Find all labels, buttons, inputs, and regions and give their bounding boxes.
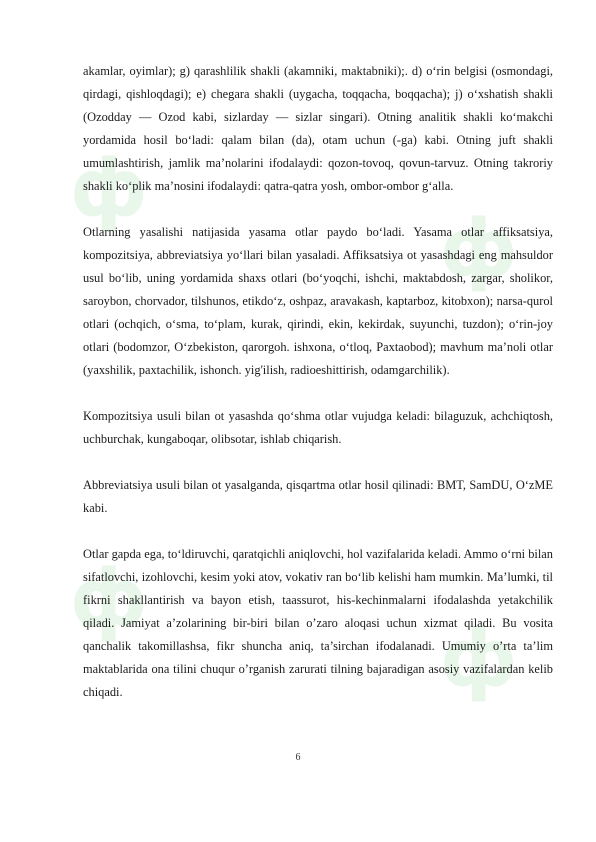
page-number: 6 [295,752,301,763]
document-page [83,60,553,704]
paragraph-composition: Kompozitsiya usuli bilan ot yasashda qo‘shma otlar vujudga keladi: bilaguzuk, achchiqtosh, uchburchak, kungaboqar, olibsotar, ishlab chiqarish. [83,409,553,446]
paragraph-spacer [83,382,553,405]
paragraph-spacer [83,520,553,543]
paragraph-spacer [83,451,553,474]
paragraph-noun-derivation: Otlarning yasalishi natijasida yasama otlar paydo bo‘ladi. Yasama otlar affiksatsiya, kompozitsiya, abbreviatsiya yo‘llari bilan yasaladi. Affiksatsiya ot yasashdagi eng mahsuldor usul bo‘lib, uning yordamida shaxs otlari (bo‘yoqchi, ishchi, maktabdosh, zargar, sholikor, saroybon, chorvador, tilshunos, etikdo‘z, oshpaz, aravakash, kaptarboz, kitobxon); narsa-qurol otlari (ochqich, o‘sma, to‘plam, kurak, qirindi, ekin, kekirdak, suyunchi, tuzdon); o‘rin-joy otlari (bodomzor, O‘zbekiston, qarorgoh. ishxona, o‘tloq, Paxtaobod); mavhum ma’noli otlar (yaxshilik, paxtachilik, ishonch. yig'ilish, radioeshittirish, odamgarchilik). [83,225,553,377]
watermark-logo: ф [440,614,518,704]
paragraph-spacer [83,198,553,221]
watermark-logo: ф [440,204,518,294]
watermark-logo: ф [70,554,148,644]
paragraph-noun-forms: akamlar, oyimlar); g) qarashlilik shakli (akamniki, maktabniki);. d) o‘rin belgisi (osmondagi, qirdagi, qishloqdagi); e) chegara shakli (uygacha, toqqacha, boqqacha); j) o‘xshatish shakli (Ozodday — Ozod kabi, sizlarday — sizlar singari). Otning analitik shakli ko‘makchi yordamida hosil bo‘ladi: qalam bilan (da), otam uchun (-ga) kabi. Otning juft shakli umumlashtirish, jamlik ma’nolarini ifodalaydi: qozon-tovoq, qovun-tarvuz. Otning takroriy shakli ko‘plik ma’nosini ifodalaydi: qatra-qatra yosh, ombor-ombor g‘alla. [83,64,553,193]
paragraph-abbreviation: Abbreviatsiya usuli bilan ot yasalganda, qisqartma otlar hosil qilinadi: BMT, SamDU, O‘zME kabi. [83,478,553,515]
paragraph-noun-functions: Otlar gapda ega, to‘ldiruvchi, qaratqichli aniqlovchi, hol vazifalarida keladi. Ammo o‘rni bilan sifatlovchi, izohlovchi, kesim yoki atov, vokativ ran bo‘lib kelishi ham mumkin. Ma’lumki, til fikrni shakllantirish va bayon etish, taassurot, his-kechinmalarni ifodalashda yetakchilik qiladi. Jamiyat a’zolarining bir-biri bilan o’zaro aloqasi uchun xizmat qiladi. Bu vosita qanchalik takomillashsa, fikr shuncha aniq, ta’sirchan ifodalanadi. Umumiy o’rta ta’lim maktablarida ona tilini chuqur o’rganish zarurati tilning bajaradigan asosiy vazifalardan kelib chiqadi. [83,547,553,699]
watermark-logo: ф [70,144,148,234]
